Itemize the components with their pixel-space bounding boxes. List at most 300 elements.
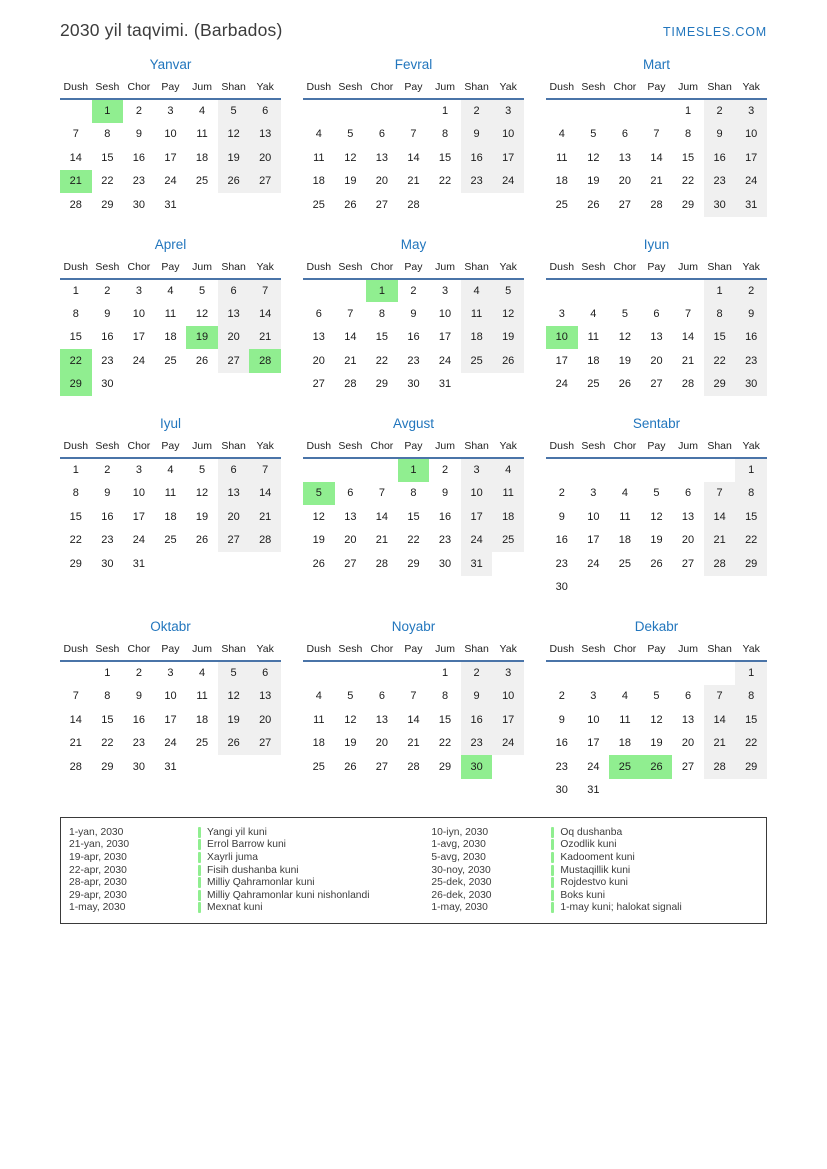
empty-cell	[641, 576, 673, 600]
week-row	[546, 732, 767, 756]
month-title[interactable]: May	[400, 236, 427, 252]
day-cell: 6	[249, 661, 281, 685]
month-title[interactable]: Iyul	[159, 416, 181, 431]
day-cell: 25	[461, 349, 493, 373]
day-cell: 27	[218, 349, 250, 373]
holiday-marker-icon	[551, 827, 554, 838]
day-cell: 6	[378, 128, 385, 141]
day-cell: 27	[681, 760, 695, 773]
day-cell: 24	[164, 175, 177, 188]
weekday-label: Jum	[186, 79, 218, 99]
page-title: 2030 yil taqvimi. (Barbados)	[60, 20, 283, 40]
weekday-label: Jum	[672, 641, 704, 661]
empty-cell	[609, 779, 641, 803]
day-cell: 31	[461, 552, 493, 576]
day-cell: 5	[590, 128, 597, 141]
day-cell: 11	[619, 510, 631, 523]
week-row	[303, 529, 524, 553]
empty-cell	[546, 99, 578, 123]
empty-cell	[704, 576, 736, 600]
empty-cell	[546, 661, 578, 685]
legend-item	[69, 876, 431, 889]
day-cell: 29	[735, 552, 767, 576]
legend-holiday-name: Xayrli juma	[207, 851, 258, 863]
day-cell: 23	[101, 534, 114, 547]
legend-holiday-name: Boks kuni	[560, 889, 606, 901]
day-cell: 21	[650, 175, 663, 188]
holiday-marker-icon	[551, 865, 554, 876]
weekday-label: Dush	[303, 438, 335, 458]
day-cell: 15	[69, 510, 82, 523]
day-cell: 28	[69, 760, 82, 773]
day-cell: 12	[195, 487, 209, 500]
week-row	[303, 193, 524, 217]
month-table	[60, 641, 281, 779]
weekday-label: Pay	[398, 641, 430, 661]
day-cell: 16	[461, 708, 493, 732]
day-cell: 22	[69, 534, 82, 547]
day-cell: 15	[101, 713, 114, 726]
day-cell: 6	[315, 307, 322, 320]
empty-cell	[249, 755, 281, 779]
day-cell: 27	[618, 198, 632, 211]
weekday-label: Jum	[429, 438, 461, 458]
day-cell: 17	[587, 737, 600, 750]
day-cell: 19	[344, 737, 357, 750]
legend-item	[69, 851, 431, 864]
day-cell: 27	[312, 378, 325, 391]
day-cell: 12	[492, 302, 524, 326]
weekday-header-row	[60, 79, 281, 99]
day-cell: 1	[441, 105, 449, 118]
week-row	[546, 755, 767, 779]
day-cell: 4	[167, 284, 174, 297]
day-cell: 9	[135, 690, 142, 703]
day-cell: 14	[69, 713, 82, 726]
day-cell: 19	[587, 175, 600, 188]
day-cell: 14	[375, 510, 389, 523]
day-cell: 12	[312, 510, 325, 523]
legend-date: 29-apr, 2030	[69, 889, 127, 901]
day-cell: 16	[735, 326, 767, 350]
month-title[interactable]: Aprel	[154, 236, 187, 252]
weekday-label: Sesh	[578, 641, 610, 661]
holiday-marker-icon	[551, 852, 554, 863]
day-cell: 9	[558, 713, 565, 726]
day-cell: 19	[492, 326, 524, 350]
week-row	[303, 170, 524, 194]
day-cell: 28	[249, 529, 281, 553]
day-cell: 29	[69, 557, 82, 570]
day-cell: 25	[312, 198, 325, 211]
month-title[interactable]: Iyun	[643, 236, 670, 252]
legend-holiday-name: Milliy Qahramonlar kuni	[207, 877, 315, 889]
day-cell: 14	[407, 713, 420, 726]
empty-cell	[609, 458, 641, 482]
day-cell: 28	[407, 760, 420, 773]
day-cell: 19	[344, 175, 357, 188]
day-cell: 20	[218, 326, 250, 350]
week-row	[303, 755, 524, 779]
month-title[interactable]: Yanvar	[149, 57, 192, 72]
holiday-marker-icon	[198, 827, 201, 838]
day-cell: 3	[558, 307, 565, 320]
weekday-label: Yak	[735, 438, 767, 458]
month-block	[303, 237, 524, 397]
empty-cell	[609, 279, 641, 303]
day-cell: 11	[492, 482, 524, 506]
day-cell: 5	[347, 128, 354, 141]
day-cell: 22	[704, 349, 736, 373]
day-cell: 20	[249, 146, 281, 170]
day-cell: 20	[681, 534, 695, 547]
week-row	[60, 193, 281, 217]
legend-item	[431, 876, 758, 889]
week-row	[303, 279, 524, 303]
day-cell: 22	[438, 175, 452, 188]
day-cell: 13	[218, 302, 250, 326]
legend-column	[69, 826, 431, 914]
day-cell: 29	[101, 198, 114, 211]
day-cell: 29	[704, 373, 736, 397]
legend-item	[69, 902, 431, 915]
day-cell: 12	[618, 331, 632, 344]
day-cell: 23	[407, 354, 420, 367]
day-cell: 9	[104, 487, 111, 500]
day-cell: 26	[218, 732, 250, 756]
day-cell: 2	[558, 690, 565, 703]
empty-cell	[218, 373, 250, 397]
day-cell: 7	[684, 307, 692, 320]
day-cell: 26	[650, 557, 663, 570]
day-cell: 27	[375, 198, 389, 211]
empty-cell	[186, 552, 218, 576]
week-row	[60, 732, 281, 756]
day-cell: 9	[441, 487, 449, 500]
day-cell: 27	[344, 557, 357, 570]
legend-date: 1-may, 2030	[431, 902, 488, 914]
weekday-label: Sesh	[578, 79, 610, 99]
day-cell: 13	[618, 151, 632, 164]
day-cell: 2	[135, 667, 142, 680]
day-cell: 24	[164, 737, 177, 750]
day-cell: 31	[164, 198, 177, 211]
day-cell: 17	[492, 146, 524, 170]
weekday-label: Pay	[155, 438, 187, 458]
day-cell: 4	[590, 307, 597, 320]
legend-holiday-name: Yangi yil kuni	[207, 826, 267, 838]
day-cell: 2	[410, 284, 417, 297]
week-row	[546, 779, 767, 803]
empty-cell	[735, 576, 767, 600]
week-row	[303, 708, 524, 732]
empty-cell	[672, 779, 704, 803]
day-cell: 29	[681, 198, 695, 211]
week-row	[303, 458, 524, 482]
day-cell: 17	[735, 146, 767, 170]
week-row	[303, 123, 524, 147]
empty-cell	[366, 661, 398, 685]
month-title[interactable]: Sentabr	[632, 416, 681, 431]
week-row	[60, 482, 281, 506]
empty-cell	[492, 755, 524, 779]
legend-date: 25-dek, 2030	[431, 877, 492, 889]
day-cell: 19	[218, 708, 250, 732]
week-row	[546, 458, 767, 482]
week-row	[303, 146, 524, 170]
legend-item	[431, 839, 758, 852]
week-row	[546, 373, 767, 397]
month-table	[546, 438, 767, 599]
day-cell: 26	[492, 349, 524, 373]
day-cell: 31	[438, 378, 452, 391]
day-cell: 17	[164, 713, 177, 726]
day-cell: 10	[492, 123, 524, 147]
weekday-header-row	[303, 79, 524, 99]
weekday-label: Shan	[461, 438, 493, 458]
empty-cell	[155, 373, 187, 397]
day-cell: 5	[492, 279, 524, 303]
weekday-header-row	[546, 259, 767, 279]
holiday-marker-icon	[198, 877, 201, 888]
day-cell: 13	[681, 713, 695, 726]
empty-cell	[641, 279, 673, 303]
legend-item	[431, 826, 758, 839]
day-cell: 17	[438, 331, 452, 344]
day-cell: 4	[198, 667, 206, 680]
day-cell: 4	[558, 128, 565, 141]
day-cell: 25	[492, 529, 524, 553]
empty-cell	[366, 458, 398, 482]
day-cell: 1	[735, 661, 767, 685]
month-table	[303, 79, 524, 217]
day-cell: 21	[60, 170, 92, 194]
holiday-marker-icon	[198, 902, 201, 913]
empty-cell	[578, 279, 610, 303]
weekday-label: Sesh	[92, 79, 124, 99]
day-cell: 31	[132, 557, 146, 570]
month-title[interactable]: Oktabr	[150, 619, 191, 634]
empty-cell	[429, 193, 461, 217]
day-cell: 5	[621, 307, 628, 320]
day-cell: 15	[407, 510, 420, 523]
site-link[interactable]: TIMESLES.COM	[662, 25, 767, 39]
empty-cell	[218, 755, 250, 779]
day-cell: 7	[653, 128, 660, 141]
day-cell: 24	[735, 170, 767, 194]
day-cell: 16	[555, 737, 568, 750]
day-cell: 7	[704, 685, 736, 709]
weekday-label: Jum	[186, 438, 218, 458]
day-cell: 5	[303, 482, 335, 506]
day-cell: 7	[410, 690, 417, 703]
day-cell: 6	[684, 487, 692, 500]
day-cell: 17	[587, 534, 600, 547]
empty-cell	[672, 458, 704, 482]
empty-cell	[303, 661, 335, 685]
empty-cell	[335, 279, 367, 303]
weekday-label: Chor	[609, 641, 641, 661]
empty-cell	[609, 661, 641, 685]
week-row	[303, 326, 524, 350]
day-cell: 13	[249, 123, 281, 147]
day-cell: 12	[344, 151, 357, 164]
weekday-label: Shan	[704, 259, 736, 279]
day-cell: 30	[132, 198, 146, 211]
day-cell: 27	[681, 557, 695, 570]
day-cell: 21	[704, 529, 736, 553]
month-title[interactable]: Mart	[643, 57, 670, 72]
legend-holiday-name: Milliy Qahramonlar kuni nishonlandi	[207, 889, 370, 901]
week-row	[546, 685, 767, 709]
legend-holiday-name: 1-may kuni; halokat signali	[560, 902, 682, 914]
day-cell: 2	[441, 464, 449, 477]
day-cell: 21	[681, 354, 695, 367]
day-cell: 28	[704, 552, 736, 576]
weekday-label: Shan	[218, 259, 250, 279]
weekday-label: Shan	[704, 438, 736, 458]
day-cell: 30	[461, 755, 493, 779]
day-cell: 10	[438, 307, 452, 320]
day-cell: 7	[72, 690, 79, 703]
day-cell: 31	[587, 784, 600, 797]
day-cell: 30	[132, 760, 146, 773]
day-cell: 11	[587, 331, 600, 344]
day-cell: 29	[407, 557, 420, 570]
weekday-label: Sesh	[335, 259, 367, 279]
day-cell: 11	[461, 302, 493, 326]
weekday-label: Dush	[60, 641, 92, 661]
empty-cell	[492, 373, 524, 397]
weekday-label: Pay	[398, 438, 430, 458]
day-cell: 16	[132, 151, 146, 164]
empty-cell	[123, 373, 155, 397]
weekday-header-row	[60, 259, 281, 279]
day-cell: 4	[315, 690, 322, 703]
day-cell: 12	[587, 151, 600, 164]
day-cell: 21	[407, 175, 420, 188]
day-cell: 26	[641, 755, 673, 779]
day-cell: 25	[618, 557, 632, 570]
day-cell: 26	[218, 170, 250, 194]
day-cell: 19	[195, 510, 209, 523]
day-cell: 10	[492, 685, 524, 709]
day-cell: 19	[218, 146, 250, 170]
day-cell: 10	[587, 713, 600, 726]
week-row	[60, 708, 281, 732]
day-cell: 20	[650, 354, 663, 367]
week-row	[546, 123, 767, 147]
week-row	[546, 661, 767, 685]
day-cell: 21	[704, 732, 736, 756]
day-cell: 21	[375, 534, 389, 547]
day-cell: 10	[132, 307, 146, 320]
month-title[interactable]: Noyabr	[391, 619, 436, 634]
month-title[interactable]: Avgust	[392, 416, 435, 431]
weekday-label: Shan	[461, 641, 493, 661]
week-row	[60, 458, 281, 482]
day-cell: 17	[132, 510, 146, 523]
day-cell: 7	[347, 307, 354, 320]
day-cell: 30	[101, 378, 114, 391]
day-cell: 23	[704, 170, 736, 194]
day-cell: 13	[312, 331, 325, 344]
month-block	[546, 416, 767, 599]
weekday-label: Chor	[609, 79, 641, 99]
legend-date: 1-yan, 2030	[69, 826, 124, 838]
legend-holiday-name: Errol Barrow kuni	[207, 839, 286, 851]
day-cell: 8	[410, 487, 417, 500]
day-cell: 6	[684, 690, 692, 703]
legend-item	[431, 864, 758, 877]
month-table	[303, 641, 524, 779]
day-cell: 4	[621, 487, 628, 500]
month-title[interactable]: Dekabr	[634, 619, 679, 634]
month-block	[303, 57, 524, 217]
day-cell: 11	[196, 690, 208, 703]
week-row	[546, 326, 767, 350]
day-cell: 28	[407, 198, 420, 211]
weekday-label: Pay	[398, 259, 430, 279]
weekday-label: Yak	[249, 438, 281, 458]
empty-cell	[704, 779, 736, 803]
legend-item	[69, 864, 431, 877]
legend-date: 30-noy, 2030	[431, 864, 491, 876]
weekday-label: Pay	[155, 79, 187, 99]
day-cell: 8	[72, 307, 79, 320]
week-row	[60, 302, 281, 326]
weekday-label: Shan	[461, 79, 493, 99]
day-cell: 18	[492, 505, 524, 529]
day-cell: 18	[555, 175, 568, 188]
day-cell: 17	[492, 708, 524, 732]
day-cell: 23	[555, 760, 568, 773]
day-cell: 20	[312, 354, 325, 367]
empty-cell	[60, 99, 92, 123]
day-cell: 24	[132, 534, 146, 547]
weekday-label: Sesh	[578, 438, 610, 458]
day-cell: 4	[492, 458, 524, 482]
day-cell: 15	[735, 505, 767, 529]
weekday-label: Yak	[735, 641, 767, 661]
week-row	[303, 505, 524, 529]
empty-cell	[335, 458, 367, 482]
week-row	[303, 552, 524, 576]
day-cell: 30	[735, 373, 767, 397]
day-cell: 16	[704, 146, 736, 170]
day-cell: 2	[558, 487, 565, 500]
legend-date: 1-may, 2030	[69, 902, 126, 914]
empty-cell	[218, 552, 250, 576]
weekday-label: Shan	[218, 641, 250, 661]
day-cell: 2	[104, 284, 111, 297]
day-cell: 25	[555, 198, 568, 211]
day-cell: 12	[218, 123, 250, 147]
day-cell: 17	[461, 505, 493, 529]
weekday-header-row	[303, 259, 524, 279]
day-cell: 18	[461, 326, 493, 350]
month-title[interactable]: Fevral	[394, 57, 433, 72]
day-cell: 24	[587, 760, 600, 773]
day-cell: 24	[492, 170, 524, 194]
weekday-label: Chor	[609, 259, 641, 279]
day-cell: 30	[407, 378, 420, 391]
weekday-label: Dush	[546, 641, 578, 661]
day-cell: 16	[438, 510, 452, 523]
day-cell: 22	[60, 349, 92, 373]
day-cell: 20	[375, 737, 389, 750]
day-cell: 9	[461, 123, 493, 147]
